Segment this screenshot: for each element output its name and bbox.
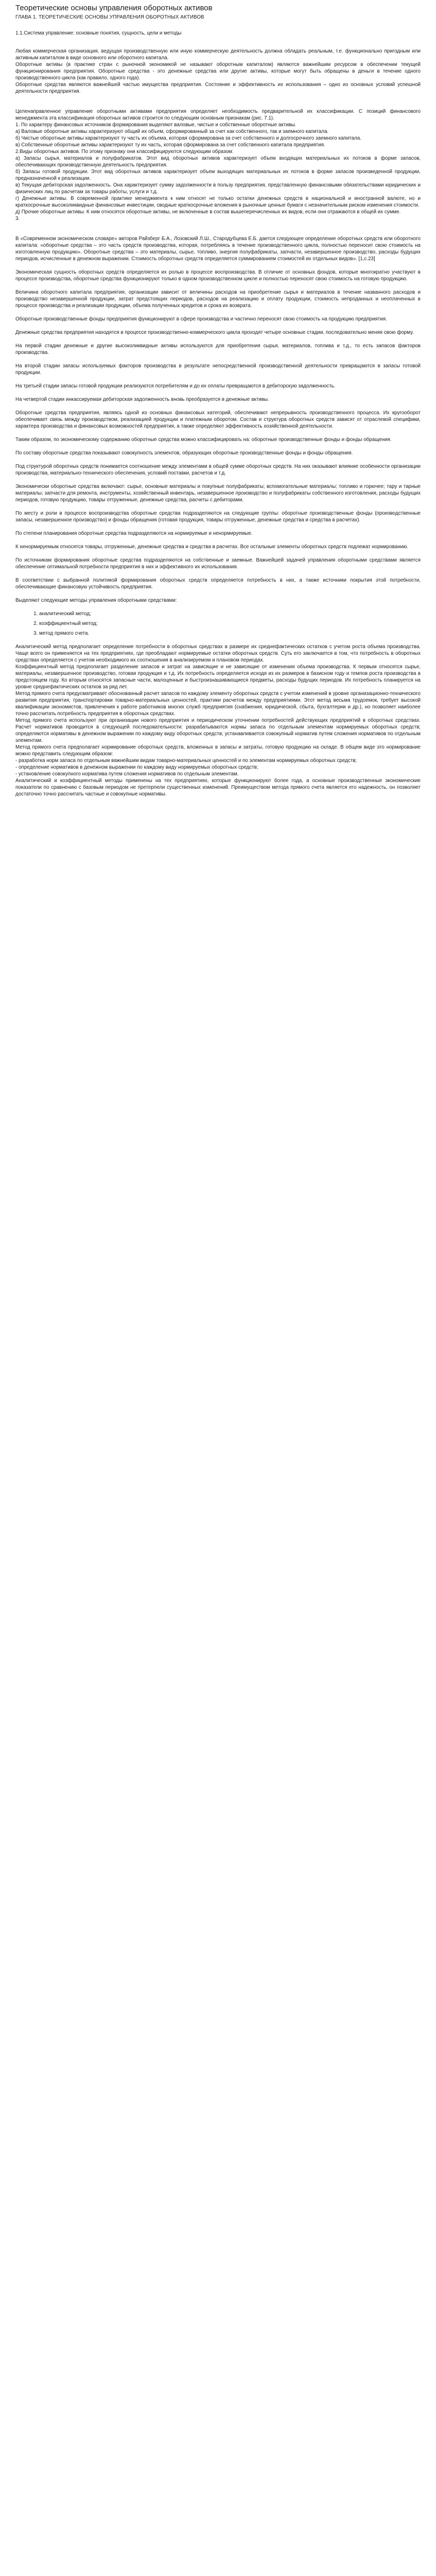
list-item: 2. коэффициентный метод; [39,620,421,627]
paragraph: - определение нормативов в денежном выражении по каждому виду нормируемых оборотных средств; [15,765,258,770]
document-body-continued [15,643,421,798]
paragraph: г) Денежные активы. В современной практике менеджмента к ним относят не только остатки денежных средств в национальной и иностранной валюте, но и краткосрочные высоколиквидные финансовые инвестиции, сводные краткосрочные вложения в рыночные ценные бумаги с незначительным риском изменения стоимости. [15,196,421,208]
paragraph: Метод прямого счета используют при организации нового предприятия и периодическом уточнении потребностей действующих предприятий в оборотных средствах. Расчет нормативов проводится в следующей последовательности: разрабатываются нормы запаса по отдельным элементам нормируемых оборотных средств; определяются нормативы в денежном выражении по каждому виду оборотных средств; устанавливается совокупный норматив путем сложения нормативов по отдельным элементам. [15,718,421,743]
paragraph: Экономически оборотные средства включают: сырье, основные материалы и покупные полуфабрикаты; вспомогательные материалы; топливо и горючее; тару и тарные материалы; запчасти для ремонта, инструменты, хозяйственный инвентарь, незавершенное производство и полуфабрикаты собственного изготовления, расходы будущих периодов, готовую продукцию, товары отгруженные, денежные средства, расчеты с дебиторами. [15,484,421,503]
paragraph: Аналитический метод предполагает определение потребности в оборотных средствах в размере их среднефактических остатков с учетом роста объема производства. Чаще всего он применяется на тех предприятиях, где преобладают нормируемые остатки оборотных средств. Суть его заключается в том, что потребность в оборотных средствах определяется с учетом необходимого их соотношения в анализируемом и плановом периодах. [15,644,421,663]
paragraph: - установление совокупного норматива путем сложения нормативов по отдельным элементам. [15,771,239,777]
paragraph: Оборотные средства предприятия, являясь одной из основных финансовых категорий, обеспечивают непрерывность производственного процесса. Их кругооборот обеспечивает связь между производством, реализацией продукции и платежным оборотом. Состав и структура оборотных средств зависят от отраслевой специфики, характера производства и финансовых возможностей предприятия, а также определяют эффективность хозяйственной деятельности. [15,410,421,429]
paragraph: На второй стадии запасы используемых факторов производства в результате непосредственной производственной деятельности превращаются в запасы готовой продукции. [15,363,421,376]
paragraph: 3. [15,216,20,222]
paragraph: По составу оборотные средства показывают совокупность элементов, образующих оборотные производственные фонды и фонды обращения. [15,450,353,456]
chapter-heading: ГЛАВА 1. ТЕОРЕТИЧЕСКИЕ ОСНОВЫ УПРАВЛЕНИЯ ОБОРОТНЫХ АКТИВОВ [15,14,204,20]
paragraph: Целенаправленное управление оборотными активами предприятия определяет необходимость предварительной их классификации. С позиций финансового менеджмента эта классификация оборотных активов строится по следующим основным признакам (рис. 7.1). [15,109,421,121]
document-body [15,48,421,604]
paragraph: д) Прочие оборотные активы. К ним относятся оборотные активы, не включенные в состав вышеперечисленных их видов, если они отражаются в общей их сумме. [15,209,401,215]
paragraph: На третьей стадии запасы готовой продукции реализуются потребителям и до их оплаты превращаются в дебиторскую задолженность. [15,383,336,389]
paragraph: По месту и роли в процессе воспроизводства оборотные средства подразделяются на следующие группы: оборотные производственные фонды (производственные запасы, незавершенное производство) и фонды обращения (готовая продукция, товары отгруженные, денежные средства и средства в расчетах). [15,511,421,523]
paragraph: а) Валовые оборотные активы характеризуют общий их объем, сформированный за счет как собственного, так и заемного капитала. [15,129,329,134]
list-item: 3. метод прямого счета. [39,630,421,637]
paragraph: 2.Виды оборотных активов. По этому признаку они классифицируются следующим образом: [15,149,234,155]
paragraph: В соответствии с выбранной политикой формирования оборотных средств определяется потребность в них, а также источники покрытия этой потребности, обеспечивающие финансовую устойчивость предприятия. [15,578,421,590]
paragraph: Любая коммерческая организация, ведущая производственную или иную коммерческую деятельность должна обладать реальным, т.е. функционально пригодным или активным капиталом в виде основного или оборотного капитала. [15,48,421,61]
section-heading: 1.1.Система управление: основные понятия, сущность, цели и методы [15,30,182,36]
paragraph: Под структурой оборотных средств понимается соотношение между элементами в общей сумме оборотных средств. На них оказывают влияние особенности организации производства, материально-технического обеспечения, условий поставки, расчетов и т.д. [15,464,421,476]
paragraph: Экономическая сущность оборотных средств определяется их ролью в процессе воспроизводства. В отличие от основных фондов, которые многократно участвуют в процессе производства, оборотные средства функционируют только в одном производственном цикле и полностью переносят свою стоимость на готовую продукцию. [15,269,421,282]
document-page [0,0,436,798]
paragraph: б) Запасы готовой продукции. Этот вид оборотных активов характеризует объем выходящих материальных их потоков в форме запасов произведенной продукции, предназначенной к реализации. [15,169,421,181]
paragraph: К ненормируемым относятся товары, отгруженные, денежные средства и средства в расчетах. Все остальные элементы оборотных средств подлежат нормированию. [15,544,409,550]
paragraph: В «Современном экономическом словаре» авторов Райзберг Б.А., Лозовский Л.Ш., Стародубцева Е.Б. дается следующее определение оборотных средств или оборотного капитала: «оборотные средства – это часть средств производства, которая, потребляясь в течение производственного цикла, полностью переносит свою стоимость на изготовленную продукцию». Оборотные средства – это материалы, сырье, топливо, энергия полуфабрикаты, запчасти, незавершенное производство, расходы будущих периодов, исчисленные в денежном выражении. Стоимость оборотных средств определяется суммированием стоимостей их отдельных видов». [1,с.23] [15,236,421,262]
paragraph: Оборотные средства являются важнейшей частью имущества предприятия. Состояние и эффективность их использования – одно из основных условий успешной деятельности предприятия. [15,82,421,94]
paragraph: Аналитический и коэффициентный методы применены на тех предприятиях, которые функционируют более года, а основные производственные экономические показатели по сравнению с базовым периодом не претерпели существенных изменений. Преимуществом метода прямого счета является его надежность, он позволяет достаточно точно рассчитать частные и совокупные нормативы. [15,778,421,797]
paragraph: По источникам формирования оборотные средства подразделяются на собственные и заемные. Важнейшей задачей управления оборотными средствами является обеспечение оптимальной потребности предприятия в них и эффективного их использования. [15,557,421,570]
paragraph: Метод прямого счета предполагает нормирование оборотных средств, вложенных в запасы и затраты, готовую продукцию на складе. В общем виде это нормирование можно представить следующим образом: [15,744,421,757]
paragraph: По степени планирования оборотные средства подразделяются на нормируемые и ненормируемые. [15,531,253,536]
paragraph: б) Чистые оборотные активы характеризуют ту часть их объема, которая сформирована за счет собственного и долгосрочного заемного капитала. [15,135,361,141]
paragraph: Метод прямого счета предусматривает обоснованный расчет запасов по каждому элементу оборотных средств с учетом изменений в уровне организационно-технического развития предприятия, транспортировки товарно-материальных ценностей, практики расчетов между предприятиями. Этот метод весьма трудоемок, требует высокой квалификации экономистов, привлечения к работе работников многих служб предприятия (снабжения, юридической, сбыта, бухгалтерии и др.), но позволяет наиболее точно рассчитать потребность предприятия в оборотных средствах. [15,691,421,717]
paragraph: в) Текущая дебиторская задолженность. Она характеризует сумму задолженности в пользу предприятия, представленную финансовыми обязательствами юридических и физических лиц по расчетам за товары работы, услуги и т.д. [15,182,421,195]
paragraph: Оборотные производственные фонды предприятия функционируют в сфере производства и частично переносят свою стоимость на продукцию предприятия. [15,316,387,322]
paragraph: Денежные средства предприятия находятся в процессе производственно-коммерческого цикла проходят четыре основные стадии, последовательно меняя свою форму. [15,330,414,335]
document-title: Теоретические основы управления оборотных активов [15,4,213,12]
paragraph: Таким образом, по экономическому содержанию оборотные средства можно классифицировать на: оборотные производственные фонды и фонды обращения. [15,437,392,443]
paragraph: На первой стадии денежные и другие высоколиквидные активы используются для приобретения сырья, материалов, топлива и т.д., то есть запасов факторов производства. [15,343,421,355]
paragraph: Выделяют следующие методы управления оборотными средствами: [15,598,177,603]
list-item: 1. аналитический метод; [39,611,421,617]
paragraph: в) Собственные оборотные активы характеризуют ту их часть, которая сформирована за счет собственного капитала предприятия. [15,142,325,148]
paragraph: На четвертой стадии инкассируемая дебиторская задолженность вновь преобразуется в денежные активы. [15,397,269,402]
paragraph: - разработка норм запаса по отдельным важнейшим видам товарно-материальных ценностей и по элементам нормируемых оборотных средств; [15,758,357,764]
paragraph: Величина оборотного капитала предприятия, организации зависит от величины расходов на приобретение сырья и материалов в течение названного расходов и производство незавершенной продукции, затрат предстоящих периодов, расходов на реализацию и оплату продукции, стоимость непроданных и неоплаченных в процессе производства и реализации продукции, объема полученных кредитов и срока их возврата. [15,290,421,309]
paragraph: а) Запасы сырья, материалов и полуфабрикатов. Этот вид оборотных активов характеризует объем входящих материальных их потоков в форме запасов, обеспечивающих производственную деятельность предприятия. [15,156,421,168]
methods-list [15,611,421,637]
paragraph: Коэффициентный метод предполагает разделение запасов и затрат на зависящие и не зависящие от изменения объема производства. К первым относятся сырье, материалы, незавершенное производство, готовая продукция и т.д. Их потребность определяется исходя из их размеров в базисном году и темпов роста производства в предстоящем году. Ко вторым относятся запасные части, малоценные и быстроизнашивающиеся предметы, расходы будущих периодов. Их потребность планируется на уровне среднефактических остатков за ряд лет. [15,664,421,690]
paragraph: Оборотные активы (в практике стран с рыночной экономикой не называют оборотным капиталом) являются важнейшим ресурсом в обеспечении текущей функционирования предприятия. Оборотные средства - это денежные средства или другие активы, которые могут быть обращены в деньги в течение одного производственного цикла (как правило, одного года). [15,62,421,81]
paragraph: 1. По характеру финансовых источников формирования выделяют валовые, чистые и собственные оборотные активы. [15,122,297,128]
